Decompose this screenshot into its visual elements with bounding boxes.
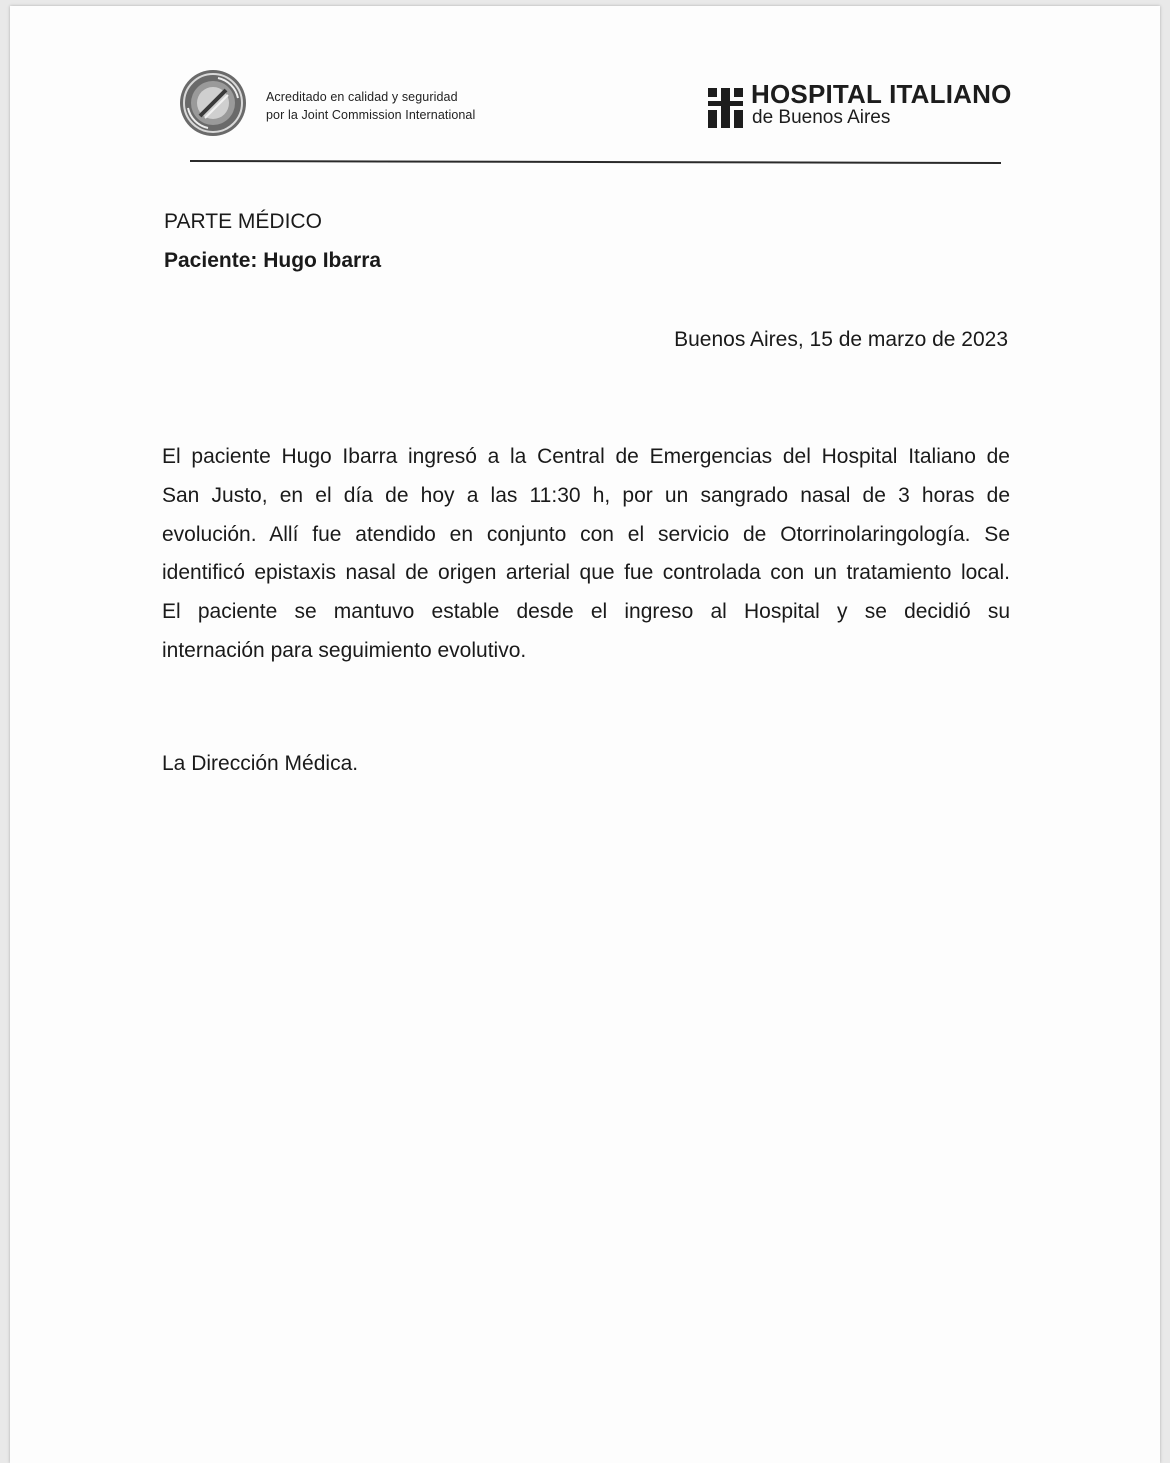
accreditation-text: [266, 88, 475, 124]
document-date: Buenos Aires, 15 de marzo de 2023: [674, 328, 1008, 351]
body-line-4: identificó epistaxis nasal de origen arterial que fue controlada con un tratamiento local.: [162, 561, 1010, 585]
document-page: [10, 6, 1160, 1463]
accreditation-line-1: Acreditado en calidad y seguridad: [266, 90, 458, 104]
report-body: [162, 438, 1010, 671]
body-line-1: El paciente Hugo Ibarra ingresó a la Central de Emergencias del Hospital Italiano de: [162, 445, 1010, 468]
hospital-subtitle: de Buenos Aires: [752, 107, 891, 128]
hospital-name: HOSPITAL ITALIANO: [751, 79, 1012, 109]
body-line-2: San Justo, en el día de hoy a las 11:30 h, por un sangrado nasal de 3 horas de: [162, 483, 1010, 507]
accreditation-line-2: por la Joint Commission International: [266, 108, 476, 122]
body-line-6: internación para seguimiento evolutivo.: [162, 638, 527, 662]
body-line-5: El paciente se mantuvo estable desde el ingreso al Hospital y se decidió su: [162, 600, 1010, 624]
signoff: La Dirección Médica.: [162, 752, 359, 775]
hospital-italiano-logo-icon: [708, 88, 746, 128]
patient-name: Paciente: Hugo Ibarra: [164, 249, 382, 272]
header-divider: [190, 160, 1001, 164]
joint-commission-seal-icon: [178, 68, 248, 138]
body-line-3: evolución. Allí fue atendido en conjunto con el servicio de Otorrinolaringología. Se: [162, 522, 1010, 546]
document-title: PARTE MÉDICO: [164, 210, 322, 233]
